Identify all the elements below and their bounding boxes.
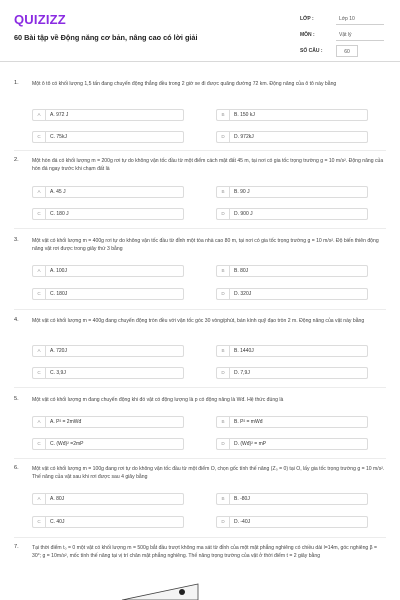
question-count-label: SỐ CÂU :	[300, 48, 323, 54]
document-title: 60 Bài tập về Động năng cơ bản, nâng cao có lời giải	[14, 33, 198, 42]
option-letter: D	[217, 439, 230, 449]
question-count-value: 60	[336, 45, 358, 57]
subject-label: MÔN :	[300, 32, 315, 38]
option-text: B. P² = mWđ	[234, 419, 263, 425]
option-c[interactable]	[32, 208, 184, 220]
option-b[interactable]	[216, 109, 368, 121]
option-d[interactable]	[216, 367, 368, 379]
option-b[interactable]	[216, 265, 368, 277]
option-text: B. 90 J	[234, 189, 250, 195]
question-number: 1.	[14, 80, 19, 86]
option-d[interactable]	[216, 288, 368, 300]
question-text: Một vật có khối lượng m = 400g đang chuyển động tròn đều với vận tốc góc 30 vòng/phút, bán kính quỹ đạo tròn 2 m. Động năng của vật này bằng	[32, 318, 365, 324]
option-c[interactable]	[32, 131, 184, 143]
question-number: 2.	[14, 157, 19, 163]
option-letter: A	[33, 266, 46, 276]
question-text: Một hòn đá có khối lượng m = 200g rơi tự do không vận tốc đầu từ một điểm cách mặt đất 45 m, tại nơi có gia tốc trọng trường g = 10 m/s². Động năng của hòn đá ngay trước khi chạm đất là	[32, 158, 384, 173]
option-letter: C	[33, 132, 46, 142]
option-letter: B	[217, 187, 230, 197]
option-text: C. 3,9J	[50, 370, 66, 376]
option-text: C. (Wđ)² =2mP	[50, 441, 84, 447]
option-a[interactable]	[32, 109, 184, 121]
option-letter: A	[33, 187, 46, 197]
option-text: A. 100J	[50, 268, 67, 274]
question-text: Một vật có khối lượng m = 100g đang rơi tự do không vận tốc đầu từ một điểm O, chọn gốc tính thế năng (Z₀ = 0) tại O, lấy gia tốc trọng trường g = 10 m/s². Thế năng của vật sau khi rơi được sau 4 giây bằng	[32, 466, 385, 481]
quizizz-logo: QUIZIZZ	[14, 12, 66, 27]
option-d[interactable]	[216, 208, 368, 220]
question-6	[14, 465, 386, 535]
option-text: B. 1440J	[234, 348, 254, 354]
subject-value: Vật lý	[336, 29, 384, 41]
question-1	[14, 80, 386, 150]
divider	[14, 387, 386, 388]
option-text: D. 7,9J	[234, 370, 250, 376]
question-text: Một ô tô có khối lượng 1,5 tấn đang chuyển động thẳng đều trong 2 giờ xe đi được quãng đường 72 km. Động năng của ô tô này bằng	[32, 81, 337, 87]
option-letter: C	[33, 368, 46, 378]
question-text: Tại thời điểm t₀ = 0 một vật có khối lượng m = 500g bắt đầu trượt không ma sát từ đỉnh của một mặt phẳng nghiêng có chiều dài l=14m, góc nghiêng β = 30°; g = 10m/s², mốc tính thế năng tại vị trí chân mặt phẳng nghiêng. Thế năng trọng trường của vật ở thời điểm t = 2 giây bằng	[32, 545, 377, 560]
option-letter: A	[33, 110, 46, 120]
option-text: B. 80J	[234, 268, 249, 274]
divider	[14, 228, 386, 229]
question-7	[14, 544, 386, 578]
option-a[interactable]	[32, 345, 184, 357]
incline-shape	[122, 584, 198, 600]
option-letter: B	[217, 110, 230, 120]
question-5	[14, 396, 386, 458]
question-2	[14, 157, 386, 227]
class-value: Lớp 10	[336, 13, 384, 25]
option-a[interactable]	[32, 265, 184, 277]
option-text: C. 180 J	[50, 211, 69, 217]
option-letter: C	[33, 209, 46, 219]
option-letter: C	[33, 289, 46, 299]
option-text: D. -40J	[234, 519, 251, 525]
option-a[interactable]	[32, 416, 184, 428]
option-letter: C	[33, 517, 46, 527]
option-a[interactable]	[32, 493, 184, 505]
option-text: D. 900 J	[234, 211, 253, 217]
option-text: A. P² = 2mWđ	[50, 419, 82, 425]
question-number: 6.	[14, 465, 19, 471]
option-d[interactable]	[216, 438, 368, 450]
option-text: B. 150 kJ	[234, 112, 255, 118]
option-letter: B	[217, 417, 230, 427]
inclined-plane-figure	[120, 582, 200, 600]
option-letter: D	[217, 368, 230, 378]
option-letter: D	[217, 209, 230, 219]
header	[0, 0, 400, 62]
option-b[interactable]	[216, 186, 368, 198]
option-b[interactable]	[216, 493, 368, 505]
option-letter: B	[217, 346, 230, 356]
question-number: 5.	[14, 396, 19, 402]
option-letter: C	[33, 439, 46, 449]
option-letter: A	[33, 346, 46, 356]
option-text: C. 75kJ	[50, 134, 67, 140]
question-number: 4.	[14, 317, 19, 323]
option-c[interactable]	[32, 438, 184, 450]
option-text: C. 180J	[50, 291, 68, 297]
question-number: 3.	[14, 237, 19, 243]
option-text: A. 45 J	[50, 189, 66, 195]
option-d[interactable]	[216, 516, 368, 528]
divider	[14, 309, 386, 310]
option-text: D. 320J	[234, 291, 252, 297]
question-3	[14, 237, 386, 307]
option-letter: D	[217, 517, 230, 527]
option-c[interactable]	[32, 367, 184, 379]
option-text: D. 972kJ	[234, 134, 254, 140]
divider	[14, 537, 386, 538]
option-letter: D	[217, 289, 230, 299]
meta-panel	[300, 12, 388, 60]
question-text: Một vật có khối lượng m đang chuyển động khi đó vật có động lượng là p có động năng là Wđ. Hệ thức đúng là	[32, 397, 284, 403]
option-text: B. -80J	[234, 496, 250, 502]
option-letter: B	[217, 266, 230, 276]
option-letter: A	[33, 417, 46, 427]
block	[179, 589, 185, 595]
divider	[14, 458, 386, 459]
option-letter: B	[217, 494, 230, 504]
option-d[interactable]	[216, 131, 368, 143]
option-letter: A	[33, 494, 46, 504]
option-c[interactable]	[32, 288, 184, 300]
option-b[interactable]	[216, 345, 368, 357]
option-text: C. 40J	[50, 519, 65, 525]
option-c[interactable]	[32, 516, 184, 528]
option-b[interactable]	[216, 416, 368, 428]
class-label: LỚP :	[300, 16, 314, 22]
option-text: A. 972 J	[50, 112, 69, 118]
question-text: Một vật có khối lượng m = 400g rơi tự do không vận tốc đầu từ đỉnh một tòa nhà cao 80 m, tại nơi có gia tốc trọng trường g = 10 m/s². Độ biến thiên động năng vật rơi được trong giây thứ 3 bằng	[32, 238, 379, 253]
divider	[14, 150, 386, 151]
option-a[interactable]	[32, 186, 184, 198]
question-4	[14, 317, 386, 387]
question-number: 7.	[14, 544, 19, 550]
option-text: D. (Wđ)² = mP	[234, 441, 267, 447]
option-text: A. 720J	[50, 348, 67, 354]
option-letter: D	[217, 132, 230, 142]
option-text: A. 80J	[50, 496, 65, 502]
